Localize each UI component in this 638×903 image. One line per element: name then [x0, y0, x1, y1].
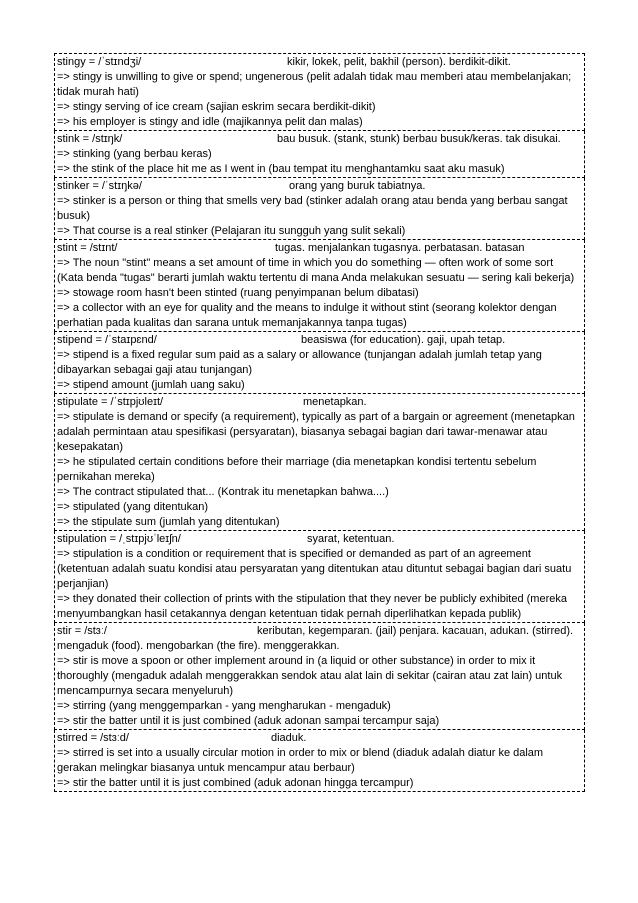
dictionary-table	[54, 53, 585, 792]
entry-head	[57, 731, 582, 746]
example-line: => stipulate is demand or specify (a requirement), typically as part of a bargain or agreement (menetapkan adalah permintaan atau spesifikasi (persyaratan), biasanya sebagai bagian dari tawar-menawar atau kesepakatan)	[57, 411, 575, 453]
example-line: => a collector with an eye for quality and the means to indulge it without stint (seorang kolektor dengan perhatian pada kualitas dan sarana untuk memanjakannya tanpa tugas)	[57, 302, 557, 329]
example-line: => he stipulated certain conditions before their marriage (dia menetapkan kondisi tertentu sebelum pernikahan mereka)	[57, 456, 537, 483]
headword: stipend = /ˈstaɪpɛnd/	[57, 334, 157, 346]
entry-stipend	[54, 332, 585, 394]
entry-stinker	[54, 178, 585, 240]
headword: stirred = /stɜːd/	[57, 732, 129, 744]
entry-head	[57, 395, 582, 410]
example-line: => stinking (yang berbau keras)	[57, 148, 212, 160]
gloss: bau busuk. (stank, stunk) berbau busuk/keras. tak disukai.	[277, 133, 561, 145]
headword: stingy = /ˈstɪndʒi/	[57, 56, 142, 68]
example-line: => stir the batter until it is just combined (aduk adonan hingga tercampur)	[57, 777, 414, 789]
entry-head	[57, 532, 582, 547]
example-line: => stir is move a spoon or other implement around in (a liquid or other substance) in order to mix it thoroughly (mengaduk adalah menggerakkan sendok atau alat lain di sekitar (cairan atau zat lain) untuk mencampurnya secara menyeluruh)	[57, 655, 563, 697]
headword: stir = /stɜː/	[57, 625, 107, 637]
example-line: => stipulated (yang ditentukan)	[57, 501, 209, 513]
example-line: => stingy is unwilling to give or spend; ungenerous (pelit adalah tidak mau memberi atau membelanjakan; tidak murah hati)	[57, 71, 572, 98]
entry-stingy	[54, 53, 585, 131]
headword: stint = /stɪnt/	[57, 242, 118, 254]
entry-stirred	[54, 730, 585, 792]
headword: stipulate = /ˈstɪpjʊleɪt/	[57, 396, 164, 408]
entry-head	[57, 55, 582, 70]
example-line: => stirred is set into a usually circular motion in order to mix or blend (diaduk adalah diatur ke dalam gerakan melingkar biasanya untuk mencampur atau berbaur)	[57, 747, 544, 774]
example-line: => stowage room hasn't been stinted (ruang penyimpanan belum dibatasi)	[57, 287, 419, 299]
headword: stink = /stɪŋk/	[57, 133, 123, 145]
example-line: => stingy serving of ice cream (sajian eskrim secara berdikit-dikit)	[57, 101, 376, 113]
entry-head	[57, 241, 582, 256]
example-line: => they donated their collection of prints with the stipulation that they never be publicly exhibited (mereka menyumbangkan hasil cetakannya dengan ketentuan tidak pernah diperlihatkan kepada publik)	[57, 593, 567, 620]
gloss: menetapkan.	[303, 396, 367, 408]
example-line: => his employer is stingy and idle (majikannya pelit dan malas)	[57, 116, 363, 128]
entry-stipulation	[54, 531, 585, 623]
gloss: kikir, lokek, pelit, bakhil (person). berdikit-dikit.	[287, 56, 511, 68]
gloss: beasiswa (for education). gaji, upah tetap.	[301, 334, 506, 346]
example-line: => stipend is a fixed regular sum paid as a salary or allowance (tunjangan adalah jumlah tetap yang dibayarkan sebagai gaji atau tunjangan)	[57, 349, 542, 376]
example-line: => stipend amount (jumlah uang saku)	[57, 379, 245, 391]
example-line: => the stink of the place hit me as I went in (bau tempat itu menghantamku saat aku masuk)	[57, 163, 505, 175]
example-line: => stir the batter until it is just combined (aduk adonan sampai tercampur saja)	[57, 715, 440, 727]
example-line: => stirring (yang menggemparkan - yang mengharukan - mengaduk)	[57, 700, 391, 712]
entry-stir	[54, 623, 585, 730]
entry-head	[57, 132, 582, 147]
gloss: tugas. menjalankan tugasnya. perbatasan. batasan	[275, 242, 525, 254]
gloss: diaduk.	[271, 732, 307, 744]
gloss: orang yang buruk tabiatnya.	[289, 180, 426, 192]
headword: stinker = /ˈstɪŋkə/	[57, 180, 142, 192]
headword: stipulation = /ˌstɪpjʊˈleɪʃn/	[57, 533, 181, 545]
example-line: => That course is a real stinker (Pelajaran itu sungguh yang sulit sekali)	[57, 225, 406, 237]
example-line: => The contract stipulated that... (Kontrak itu menetapkan bahwa....)	[57, 486, 389, 498]
example-line: => stinker is a person or thing that smells very bad (stinker adalah orang atau benda yang berbau sangat busuk)	[57, 195, 568, 222]
entry-head	[57, 179, 582, 194]
entry-stink	[54, 131, 585, 178]
entry-stipulate	[54, 394, 585, 531]
gloss: syarat, ketentuan.	[307, 533, 395, 545]
gloss: keributan, kegemparan. (jail) penjara. kacauan, adukan. (stirred). mengaduk (food). mengobarkan (the fire). menggerakkan.	[57, 625, 574, 652]
entry-head	[57, 333, 582, 348]
example-line: => the stipulate sum (jumlah yang ditentukan)	[57, 516, 280, 528]
example-line: => stipulation is a condition or requirement that is specified or demanded as part of an agreement (ketentuan adalah suatu kondisi atau persyaratan yang ditentukan atau dituntut sebagai bagian dari suatu perjanjian)	[57, 548, 572, 590]
example-line: => The noun "stint" means a set amount of time in which you do something — often work of some sort (Kata benda "tugas" berarti jumlah waktu tertentu di mana Anda melakukan sesuatu — sering kali bekerja)	[57, 257, 575, 284]
entry-head	[57, 624, 582, 654]
entry-stint	[54, 240, 585, 332]
